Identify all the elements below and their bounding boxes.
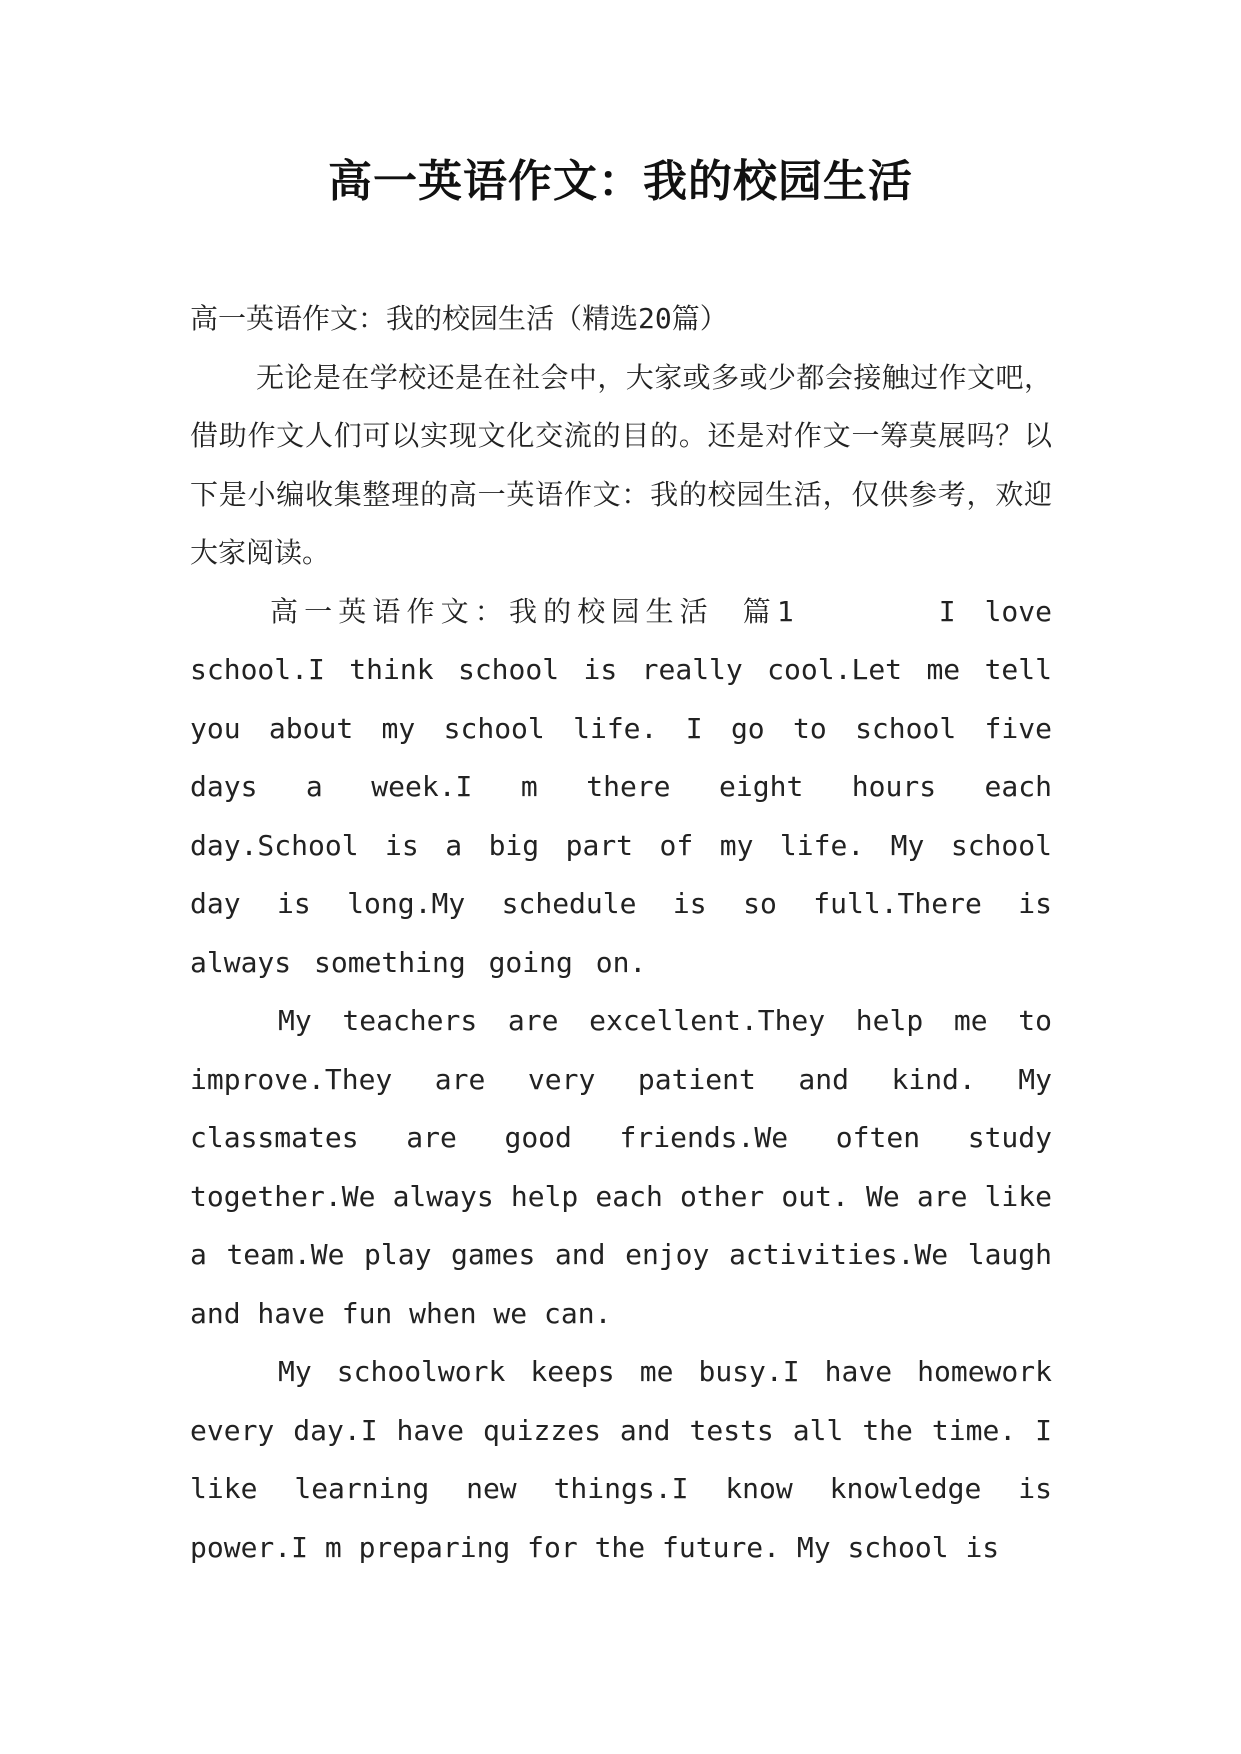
document-body [190, 290, 1052, 1577]
paragraph-2: My teachers are excellent.They help me to improve.They are very patient and kind. My classmates are good friends.We often study together.We always help each other out. We are like a team.We play games and enjoy activities.We laugh and have fun when we can. [190, 1004, 1052, 1330]
document-subtitle: 高一英语作文：我的校园生活（精选20篇） [190, 302, 728, 335]
section-1-paragraph [190, 583, 1052, 993]
paragraph-1: I love school.I think school is really cool.Let me tell you about my school life. I go to school five days a week.I m there eight hours each day.School is a big part of my life. My school day is long.My schedule is so full.There is always something going on. [190, 594, 1052, 979]
document-title: 高一英语作文：我的校园生活 [328, 156, 913, 207]
section-1-heading: 高一英语作文：我的校园生活 篇1 [270, 594, 794, 628]
intro-paragraph: 无论是在学校还是在社会中，大家或多或少都会接触过作文吧，借助作文人们可以实现文化交流的目的。还是对作文一筹莫展吗？以下是小编收集整理的高一英语作文：我的校园生活，仅供参考，欢迎大家阅读。 [190, 360, 1052, 569]
paragraph-3: My schoolwork keeps me busy.I have homework every day.I have quizzes and tests all the time. I like learning new things.I know knowledge is power.I m preparing for the future. My school is [190, 1355, 1052, 1564]
